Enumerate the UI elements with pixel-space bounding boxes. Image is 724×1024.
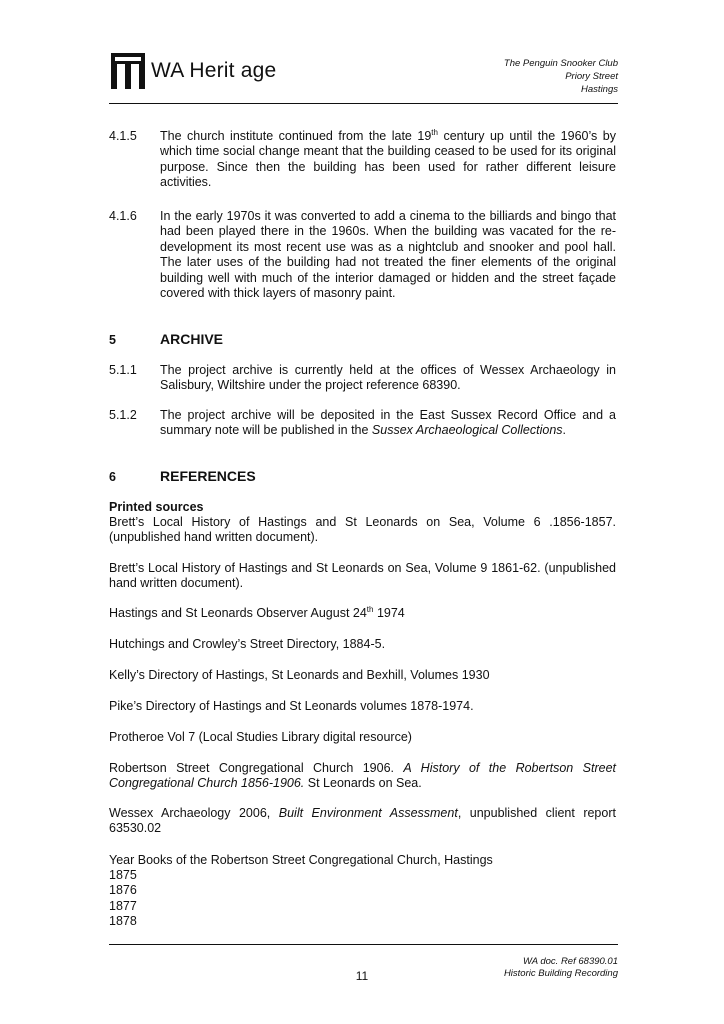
paragraph-5-1-1 [109,363,616,394]
year-item: 1876 [109,883,137,898]
year-item: 1878 [109,914,137,929]
paragraph-number: 5.1.2 [109,408,137,422]
section-number: 5 [109,333,116,347]
year-item: 1877 [109,898,137,913]
paragraph-number: 5.1.1 [109,363,137,377]
paragraph-text: In the early 1970s it was converted to add a cinema to the billiards and bingo that had been played there in the 1960s. When the building was vacated for the re-development its most recent use was as a nightclub and snooker and pool hall. The later uses of the building had not treated the finer elements of the original building well with much of the interior damaged or hidden and the street façade covered with thick layers of masonry paint. [160,209,616,301]
section-heading-archive [109,331,616,347]
reference-item: Hutchings and Crowley’s Street Directory, 1884-5. [109,637,386,651]
paragraph-4-1-5 [109,129,616,191]
printed-sources-subheading: Printed sources [109,500,204,514]
paragraph-5-1-2 [109,408,616,439]
year-list [109,868,616,930]
section-heading-references [109,468,616,484]
reference-item: Wessex Archaeology 2006, Built Environment Assessment, unpublished client report 63530.02 [109,806,616,836]
paragraph-text: The project archive is currently held at the offices of Wessex Archaeology in Salisbury, Wiltshire under the project reference 68390. [160,363,616,393]
paragraph-text: The church institute continued from the late 19th century up until the 1960’s by which time social change meant that the building ceased to be used for its original purpose. Since then the building has been used for rather different leisure activities. [160,128,616,190]
section-title: ARCHIVE [160,331,224,347]
wa-heritage-logo [111,52,276,90]
reference-item: Brett’s Local History of Hastings and St Leonards on Sea, Volume 6 .1856-1857. (unpublished hand written document). [109,515,616,545]
reference-item: Brett’s Local History of Hastings and St Leonards on Sea, Volume 9 1861-62. (unpublished hand written document). [109,561,616,591]
footer-divider [109,944,618,945]
doc-reference: WA doc. Ref 68390.01 [522,956,618,967]
reference-item: Pike’s Directory of Hastings and St Leonards volumes 1878-1974. [109,699,474,713]
page-number: 11 [355,969,369,983]
wa-logo-mark-icon [111,53,145,89]
paragraph-number: 4.1.6 [109,209,137,223]
logo-text: WA Herit age [151,59,277,82]
reference-item: Protheroe Vol 7 (Local Studies Library digital resource) [109,730,412,744]
header-line: Hastings [581,84,618,95]
reference-item: Robertson Street Congregational Church 1906. A History of the Robertson Street Congregational Church 1856-1906. St Leonards on Sea. [109,761,617,791]
section-title: REFERENCES [160,468,256,484]
reference-item: Year Books of the Robertson Street Congregational Church, Hastings [109,853,493,867]
year-item: 1875 [109,868,137,882]
header-divider [109,103,618,104]
reference-item: Hastings and St Leonards Observer August 24th 1974 [109,605,405,620]
reference-item: Kelly’s Directory of Hastings, St Leonards and Bexhill, Volumes 1930 [109,668,490,682]
footer-doc-info [504,956,618,980]
paragraph-number: 4.1.5 [109,129,137,143]
section-number: 6 [109,470,116,484]
header-project-info [504,57,618,96]
header-line: Priory Street [565,71,618,82]
doc-type: Historic Building Recording [503,968,618,979]
paragraph-text: The project archive will be deposited in the East Sussex Record Office and a summary note will be published in the Sussex Archaeological Collections. [160,408,616,438]
header-line: The Penguin Snooker Club [503,58,618,69]
paragraph-4-1-6 [109,209,616,301]
